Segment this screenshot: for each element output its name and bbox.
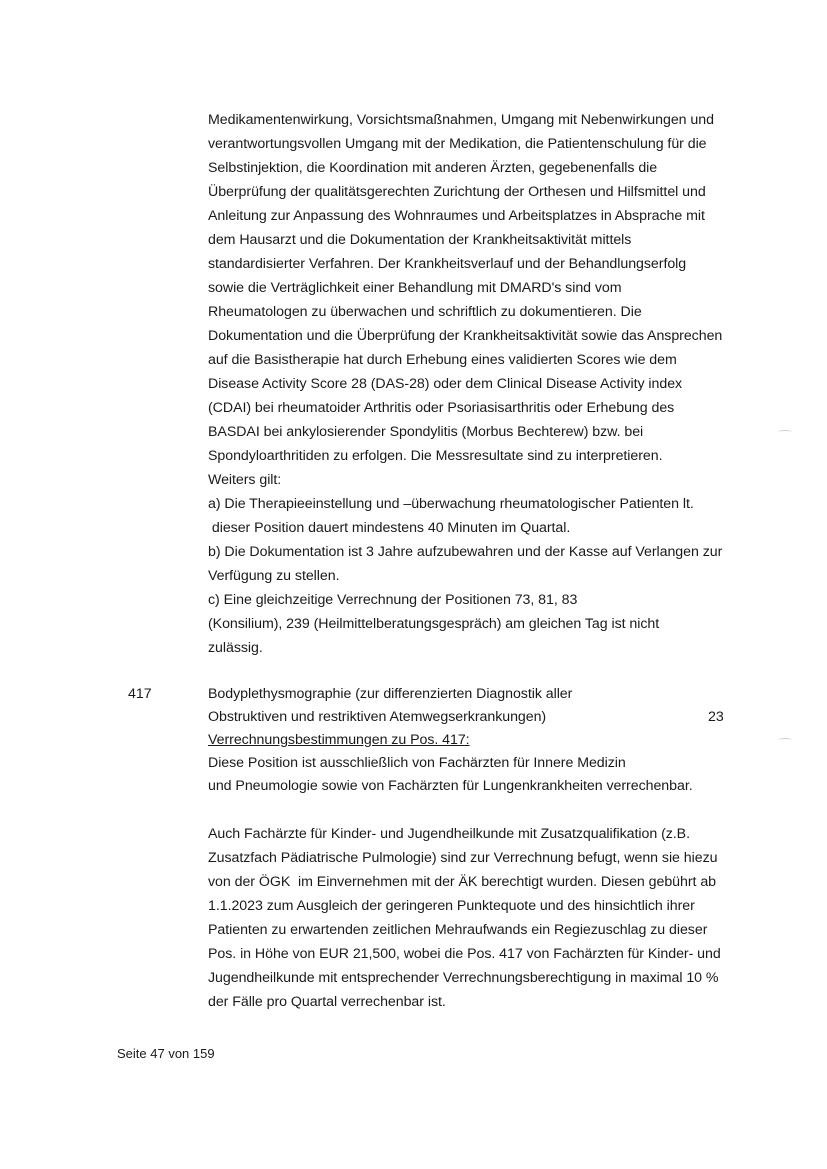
text-line: Selbstinjektion, die Koordination mit anderen Ärzten, gegebenenfalls die (208, 160, 658, 176)
text-line: dem Hausarzt und die Dokumentation der Krankheitsaktivität mittels (208, 232, 632, 248)
text-line: Medikamentenwirkung, Vorsichtsmaßnahmen, Umgang mit Nebenwirkungen und (208, 112, 714, 128)
extra-line: Jugendheilkunde mit entsprechender Verrechnungsberechtigung in maximal 10 % (208, 970, 719, 986)
extra-line: Auch Fachärzte für Kinder- und Jugendheilkunde mit Zusatzqualifikation (z.B. (208, 826, 690, 842)
extra-line: Patienten zu erwartenden zeitlichen Mehraufwands ein Regiezuschlag zu dieser (208, 922, 708, 938)
text-line: (CDAI) bei rheumatoider Arthritis oder Psoriasisarthritis oder Erhebung des (208, 400, 675, 416)
position-title-line-2: Obstruktiven und restriktiven Atemwegserkrankungen) (208, 709, 547, 725)
text-line: Rheumatologen zu überwachen und schriftlich zu dokumentieren. Die (208, 304, 642, 320)
text-line: Dokumentation und die Überprüfung der Krankheitsaktivität sowie das Ansprechen (208, 328, 723, 344)
text-line: Spondyloarthritiden zu erfolgen. Die Messresultate sind zu interpretieren. (208, 448, 663, 464)
list-item-b: b) Die Dokumentation ist 3 Jahre aufzubewahren und der Kasse auf Verlangen zur (208, 544, 723, 560)
extra-line: der Fälle pro Quartal verrechenbar ist. (208, 994, 446, 1010)
text-line: standardisierter Verfahren. Der Krankheitsverlauf und der Behandlungserfolg (208, 256, 687, 272)
position-title-line-1: Bodyplethysmographie (zur differenzierten Diagnostik aller (208, 686, 573, 702)
rules-line: und Pneumologie sowie von Fachärzten für Lungenkrankheiten verrechenbar. (208, 778, 693, 794)
page-number: Seite 47 von 159 (117, 1046, 215, 1061)
text-line: Disease Activity Score 28 (DAS-28) oder dem Clinical Disease Activity index (208, 376, 683, 392)
text-line: Weiters gilt: (208, 472, 282, 488)
rules-line: Diese Position ist ausschließlich von Fachärzten für Innere Medizin (208, 755, 626, 771)
list-item-b-cont: Verfügung zu stellen. (208, 568, 340, 584)
list-item-c: c) Eine gleichzeitige Verrechnung der Positionen 73, 81, 83 (208, 592, 578, 608)
text-line: BASDAI bei ankylosierender Spondylitis (Morbus Bechterew) bzw. bei (208, 424, 644, 440)
position-points: 23 (708, 709, 724, 725)
list-item-c-cont: (Konsilium), 239 (Heilmittelberatungsgespräch) am gleichen Tag ist nicht (208, 616, 660, 632)
text-line: sowie die Verträglichkeit einer Behandlung mit DMARD's sind vom (208, 280, 622, 296)
rules-heading: Verrechnungsbestimmungen zu Pos. 417: (208, 732, 470, 748)
text-line: verantwortungsvollen Umgang mit der Medikation, die Patientenschulung für die (208, 136, 707, 152)
list-item-c-end: zulässig. (208, 640, 263, 656)
list-item-a: a) Die Therapieeinstellung und –überwachung rheumatologischer Patienten lt. (208, 496, 694, 512)
scan-mark (778, 738, 792, 742)
list-item-a-cont: dieser Position dauert mindestens 40 Minuten im Quartal. (208, 520, 571, 536)
extra-line: Pos. in Höhe von EUR 21,500, wobei die Pos. 417 von Fachärzten für Kinder- und (208, 946, 721, 962)
text-line: Überprüfung der qualitätsgerechten Zurichtung der Orthesen und Hilfsmittel und (208, 184, 706, 200)
extra-line: Zusatzfach Pädiatrische Pulmologie) sind zur Verrechnung befugt, wenn sie hiezu (208, 850, 718, 866)
extra-line: von der ÖGK im Einvernehmen mit der ÄK berechtigt wurden. Diesen gebührt ab (208, 874, 716, 890)
text-line: auf die Basistherapie hat durch Erhebung eines validierten Scores wie dem (208, 352, 677, 368)
position-code: 417 (128, 686, 152, 702)
scan-mark (778, 430, 792, 434)
text-line: Anleitung zur Anpassung des Wohnraumes und Arbeitsplatzes in Absprache mit (208, 208, 705, 224)
extra-line: 1.1.2023 zum Ausgleich der geringeren Punktequote und des hinsichtlich ihrer (208, 898, 695, 914)
